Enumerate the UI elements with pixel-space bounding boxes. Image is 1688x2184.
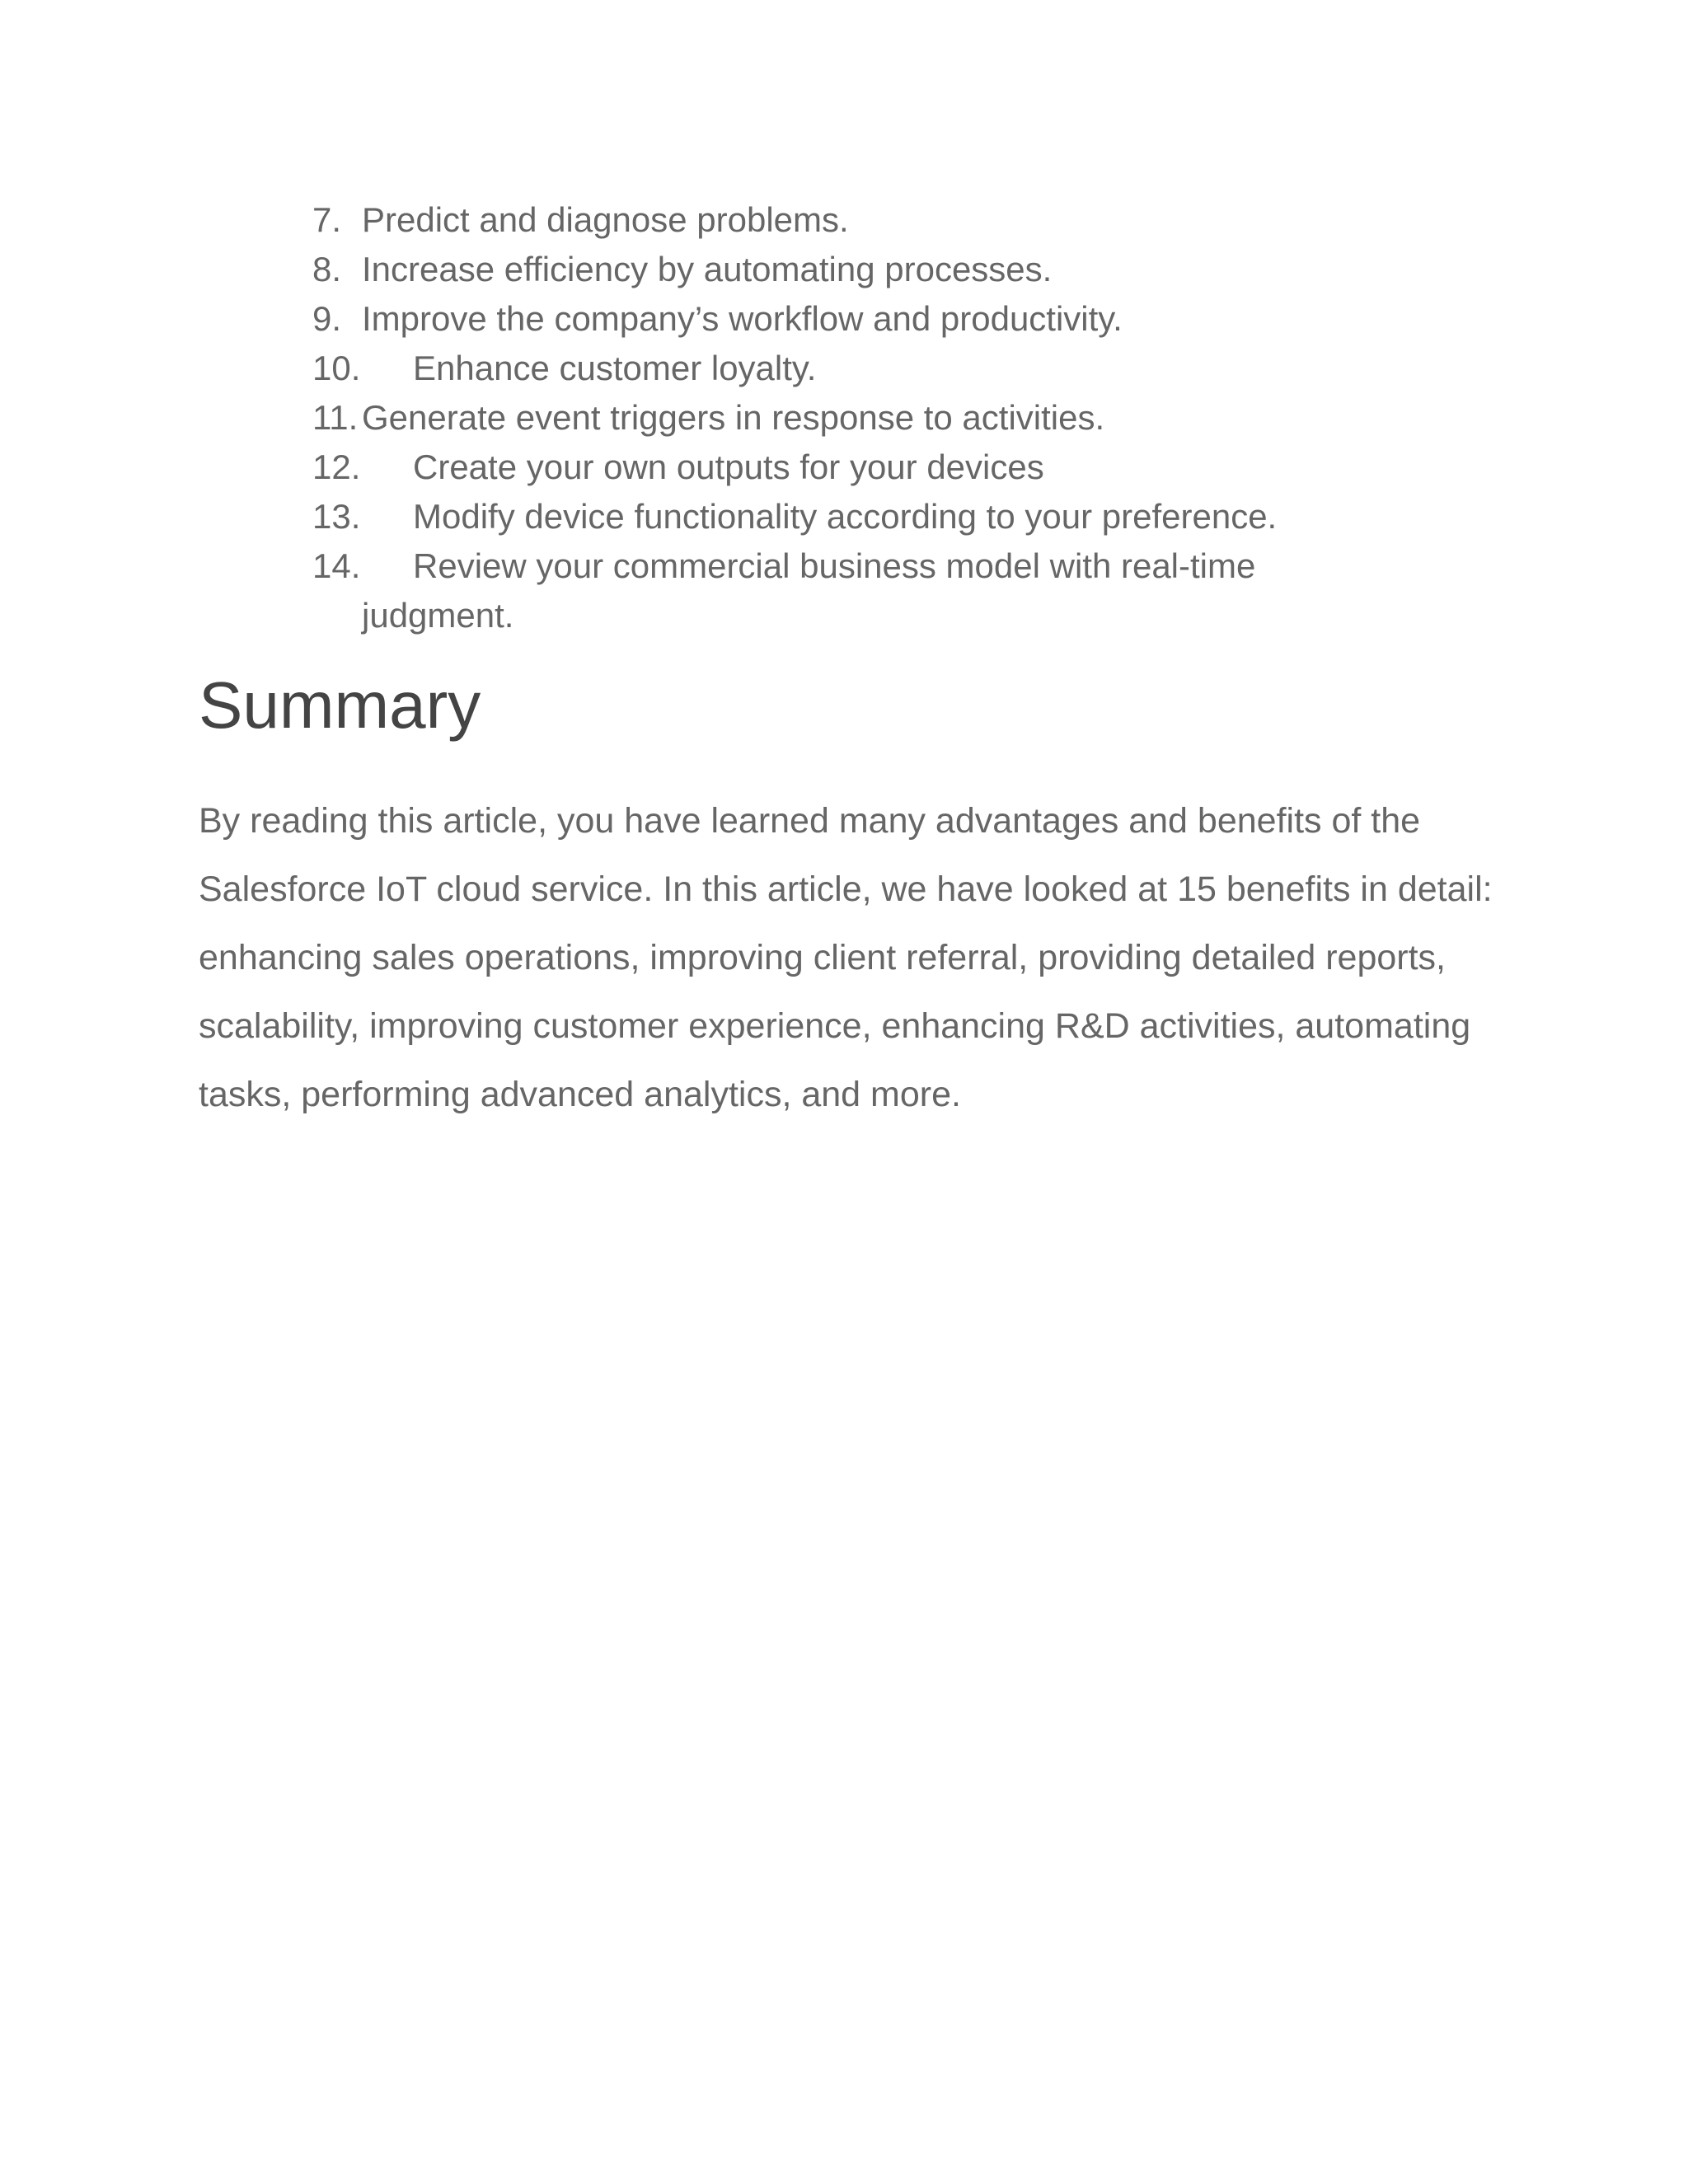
list-item	[312, 195, 1507, 245]
list-item-number: 13.	[312, 497, 361, 536]
list-item-text: Predict and diagnose problems.	[362, 200, 849, 239]
list-item	[312, 294, 1507, 344]
list-item-number: 10.	[312, 349, 361, 387]
list-item-number: 12.	[312, 448, 361, 486]
list-item-text: Create your own outputs for your devices	[413, 448, 1044, 486]
list-item-number: 11.	[312, 398, 359, 437]
section-heading: Summary	[199, 668, 481, 742]
list-item	[312, 492, 1507, 541]
numbered-list	[312, 195, 1507, 640]
list-item-text: Increase efficiency by automating processes.	[362, 250, 1053, 288]
list-item-text: Modify device functionality according to your preference.	[413, 497, 1278, 536]
list-item-number: 9.	[312, 299, 342, 338]
list-item-text: Improve the company’s workflow and productivity.	[362, 299, 1123, 338]
list-item-number: 7.	[312, 200, 342, 239]
list-item	[312, 393, 1507, 443]
list-item-number: 8.	[312, 250, 342, 288]
summary-paragraph: By reading this article, you have learned many advantages and benefits of the Salesforce IoT cloud service. In this article, we have looked at 15 benefits in detail: enhancing sales operations, improving client referral, providing detailed reports, scalability, improving customer experience, enhancing R&D activities, automating tasks, performing advanced analytics, and more.	[199, 801, 1493, 1114]
list-item-text: Enhance customer loyalty.	[413, 349, 817, 387]
list-item	[312, 443, 1507, 492]
list-item	[312, 344, 1507, 393]
list-item-number: 14.	[312, 546, 361, 585]
list-item-text: Review your commercial business model with real-time judgment.	[362, 546, 1256, 635]
list-item	[312, 541, 1507, 640]
list-item	[312, 245, 1507, 294]
list-item-text: Generate event triggers in response to activities.	[362, 398, 1105, 437]
